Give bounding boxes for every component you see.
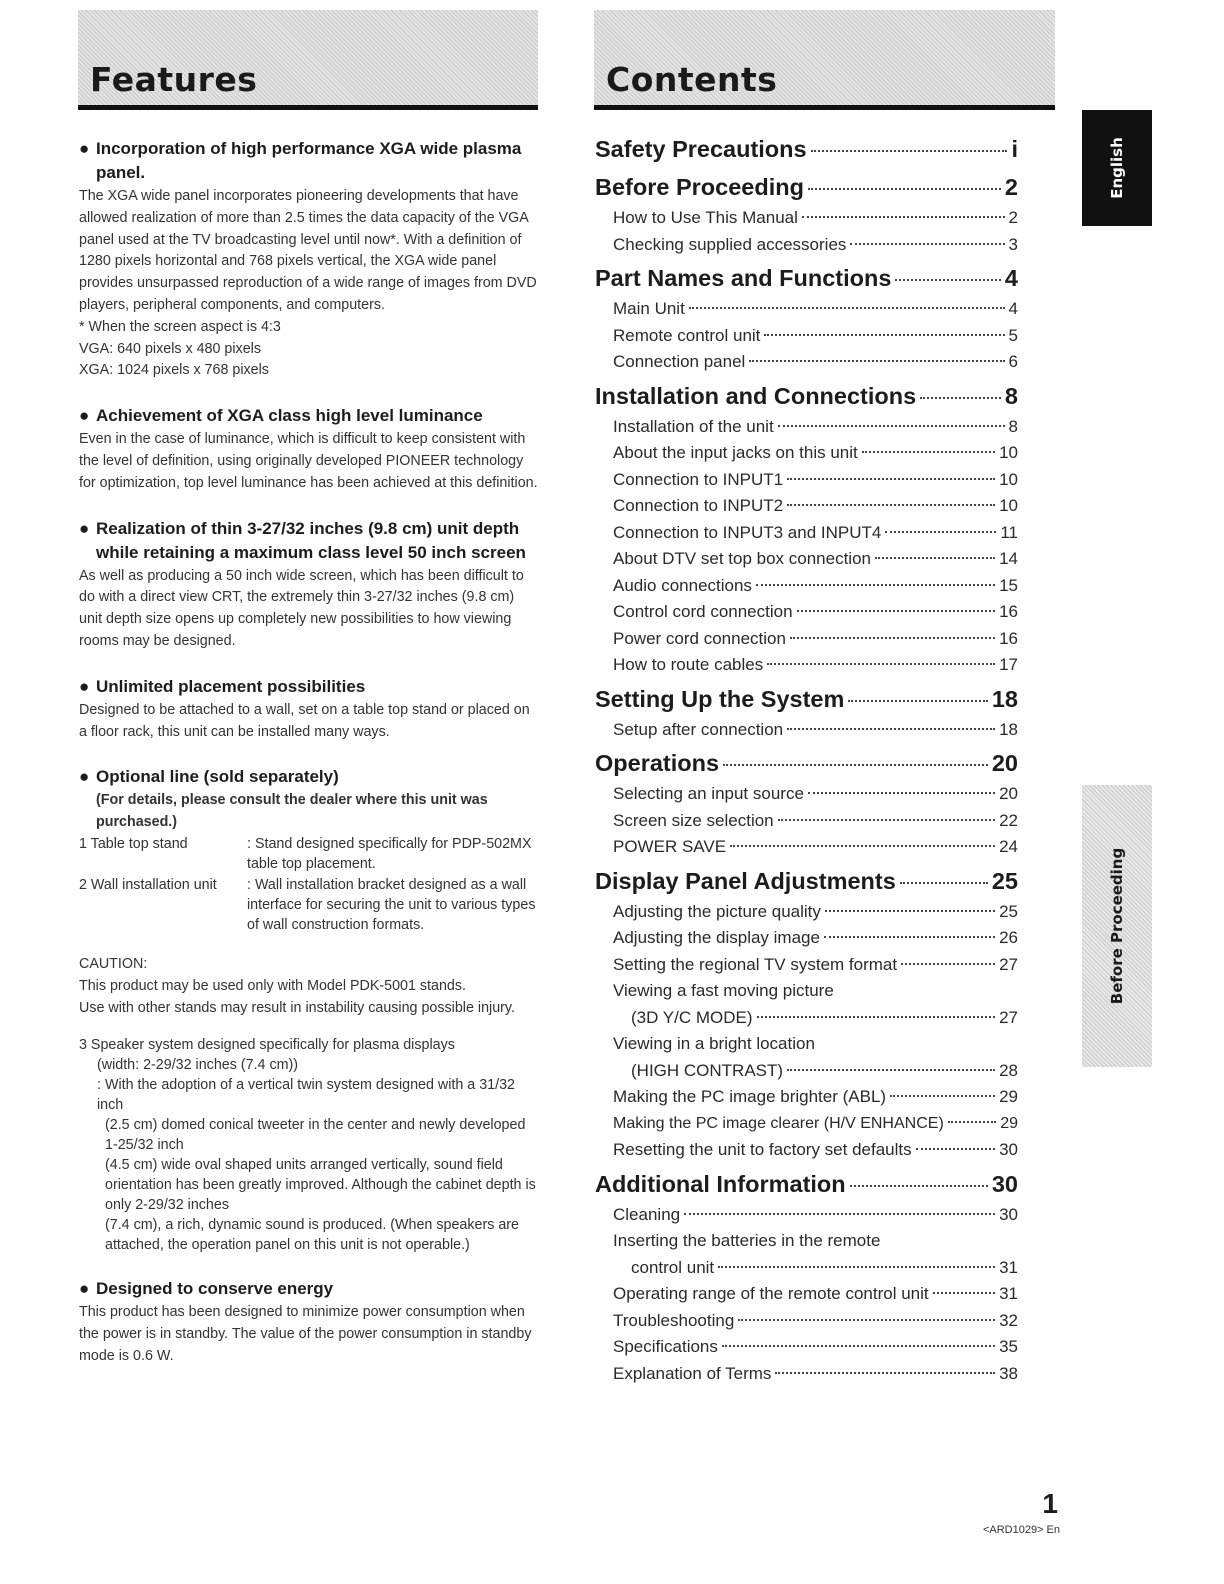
toc-entry[interactable]: Adjusting the display image 26 xyxy=(613,928,1018,947)
toc-entry[interactable]: Setup after connection 18 xyxy=(613,719,1018,739)
toc-section-title[interactable]: Operations 20 xyxy=(595,750,1018,776)
toc-section-title[interactable]: Before Proceeding 2 xyxy=(595,174,1018,200)
toc-entry[interactable]: Audio connections 15 xyxy=(613,575,1018,595)
toc-section-title[interactable]: Setting Up the System 18 xyxy=(595,685,1018,712)
toc-entry[interactable]: Specifications 35 xyxy=(613,1337,1018,1356)
bullet-icon: ● xyxy=(79,406,90,426)
doc-code: <ARD1029> En xyxy=(982,1524,1060,1536)
toc-entry[interactable]: About DTV set top box connection 14 xyxy=(613,549,1018,568)
bullet-icon: ● xyxy=(79,139,90,158)
caution-line: Use with other stands may result in instability causing possible injury. xyxy=(79,999,515,1016)
bullet-icon: ● xyxy=(79,518,90,538)
feature-body: As well as producing a 50 inch wide screen, which has been difficult to do with a direct view CRT, the extremely thin 3-27/32 inches (9.8 cm) unit depth size opens up completely new possibilities to how viewing rooms may be designed. xyxy=(79,567,524,649)
feature-heading: Realization of thin 3-27/32 inches (9.8 cm) unit depth while retaining a maximum class level 50 inch screen xyxy=(96,518,526,562)
toc-section xyxy=(595,378,1018,679)
contents-banner xyxy=(594,10,1055,110)
toc-section-title[interactable]: Display Panel Adjustments 25 xyxy=(595,867,1018,894)
toc-entry[interactable]: About the input jacks on this unit 10 xyxy=(613,443,1018,462)
toc-section xyxy=(595,169,1018,258)
toc-entry[interactable]: How to Use This Manual 2 xyxy=(613,208,1018,227)
toc-entry[interactable]: Troubleshooting 32 xyxy=(613,1310,1018,1330)
feature-note: VGA: 640 pixels x 480 pixels xyxy=(79,340,261,357)
feature-body: Designed to be attached to a wall, set on a table top stand or placed on a floor rack, this unit can be installed many ways. xyxy=(79,701,530,740)
toc-section-title[interactable]: Safety Precautions i xyxy=(595,136,1018,162)
toc-section xyxy=(595,131,1018,167)
toc-entry[interactable]: POWER SAVE 24 xyxy=(613,837,1018,856)
tab-before-proceeding[interactable]: Before Proceeding xyxy=(1082,785,1152,1067)
toc-entry[interactable]: Making the PC image clearer (H/V ENHANCE) 29 xyxy=(613,1114,1018,1132)
toc-entry[interactable]: Checking supplied accessories 3 xyxy=(613,234,1018,254)
toc-section xyxy=(595,260,1018,376)
feature-luminance xyxy=(79,404,541,494)
contents-column xyxy=(595,131,1018,1389)
toc-entry[interactable]: Connection to INPUT2 10 xyxy=(613,496,1018,515)
toc-section xyxy=(595,681,1018,744)
toc-entry[interactable]: Setting the regional TV system format 27 xyxy=(613,954,1018,974)
features-title: Features xyxy=(90,60,258,99)
bullet-icon: ● xyxy=(79,676,90,696)
features-banner xyxy=(78,10,538,110)
feature-note: XGA: 1024 pixels x 768 pixels xyxy=(79,362,269,379)
toc-entry[interactable]: Connection to INPUT3 and INPUT4 11 xyxy=(613,522,1018,542)
feature-subnote: (For details, please consult the dealer where this unit was purchased.) xyxy=(96,792,488,831)
toc-entry[interactable]: Power cord connection 16 xyxy=(613,628,1018,648)
features-column xyxy=(79,137,541,1383)
feature-body: This product has been designed to minimize power consumption when the power is in standby. The value of the power consumption in standby mode is 0.6 W. xyxy=(79,1303,532,1364)
feature-xga-panel xyxy=(79,137,541,382)
toc-entry[interactable]: Viewing in a bright location (HIGH CONTRAST) 28 xyxy=(613,1034,1018,1080)
toc-entry[interactable]: Main Unit 4 xyxy=(613,299,1018,318)
caution-title: CAUTION: xyxy=(79,955,148,972)
toc-entry[interactable]: Cleaning 30 xyxy=(613,1204,1018,1224)
toc-entry[interactable]: Connection to INPUT1 10 xyxy=(613,469,1018,489)
feature-thin-depth xyxy=(79,517,541,653)
feature-heading: Incorporation of high performance XGA wide plasma panel. xyxy=(96,139,522,182)
contents-title: Contents xyxy=(606,60,778,99)
toc-entry[interactable]: Explanation of Terms 38 xyxy=(613,1363,1018,1383)
toc-section-title[interactable]: Additional Information 30 xyxy=(595,1170,1018,1197)
feature-heading: Optional line (sold separately) xyxy=(96,767,339,787)
toc-entry[interactable]: Control cord connection 16 xyxy=(613,602,1018,621)
caution-block xyxy=(79,953,541,1019)
feature-heading: Designed to conserve energy xyxy=(96,1278,334,1298)
option-item: 1 Table top stand : Stand designed specifically for PDP-502MX table top placement. xyxy=(79,835,532,872)
toc-entry[interactable]: How to route cables 17 xyxy=(613,655,1018,674)
toc-section xyxy=(595,863,1018,1164)
toc-entry[interactable]: Remote control unit 5 xyxy=(613,325,1018,345)
feature-placement xyxy=(79,675,541,744)
toc-entry[interactable]: Resetting the unit to factory set defaults 30 xyxy=(613,1140,1018,1159)
toc-entry[interactable]: Adjusting the picture quality 25 xyxy=(613,901,1018,921)
toc-section xyxy=(595,745,1018,861)
toc-section-title[interactable]: Installation and Connections 8 xyxy=(595,382,1018,409)
toc-section xyxy=(595,1166,1018,1388)
toc-entry[interactable]: Installation of the unit 8 xyxy=(613,416,1018,436)
toc-entry[interactable]: Making the PC image brighter (ABL) 29 xyxy=(613,1087,1018,1106)
option-item: 2 Wall installation unit : Wall installation bracket designed as a wall interface for securing the unit to various types of wall construction formats. xyxy=(79,876,536,933)
feature-heading: Unlimited placement possibilities xyxy=(96,676,366,696)
feature-body: Even in the case of luminance, which is difficult to keep consistent with the level of definition, using originally developed PIONEER technology for optimization, top level luminance has been achieved at this definition. xyxy=(79,431,538,491)
toc-entry[interactable]: Connection panel 6 xyxy=(613,352,1018,371)
toc-entry[interactable]: Inserting the batteries in the remote control unit 31 xyxy=(613,1231,1018,1277)
speaker-option: 3 Speaker system designed specifically for plasma displays (width: 2-29/32 inches (7.4 cm)) : With the adoption of a vertical twin system designed with a 31/32 inch (2.5 cm) domed conical tweeter in the center and newly developed 1-25/32 inch (4.5 cm) wide oval shaped units arranged vertically, sound field orientation has been greatly improved. Although the cabinet depth is only 2-29/32 inches (7.4 cm), a rich, dynamic sound is produced. (When speakers are attached, the operation panel on this unit is not operable.) xyxy=(79,1036,536,1253)
feature-note: * When the screen aspect is 4:3 xyxy=(79,318,281,335)
toc-section-title[interactable]: Part Names and Functions 4 xyxy=(595,265,1018,291)
feature-energy xyxy=(79,1277,541,1367)
tab-english[interactable]: English xyxy=(1082,110,1152,226)
bullet-icon: ● xyxy=(79,767,90,787)
bullet-icon: ● xyxy=(79,1278,90,1298)
page-number: 1 xyxy=(1042,1488,1058,1519)
feature-heading: Achievement of XGA class high level luminance xyxy=(96,406,483,426)
toc-entry[interactable]: Selecting an input source 20 xyxy=(613,784,1018,803)
feature-optional-line xyxy=(79,765,541,1255)
toc-entry[interactable]: Viewing a fast moving picture (3D Y/C MODE) 27 xyxy=(613,981,1018,1027)
toc-entry[interactable]: Operating range of the remote control unit 31 xyxy=(613,1284,1018,1303)
caution-line: This product may be used only with Model PDK-5001 stands. xyxy=(79,977,467,994)
toc-entry[interactable]: Screen size selection 22 xyxy=(613,810,1018,830)
feature-body: The XGA wide panel incorporates pioneering developments that have allowed realization of more than 2.5 times the data capacity of the VGA panel used at the TV broadcasting level until now*. With a definition of 1280 pixels horizontal and 768 pixels vertical, the XGA wide panel provides unsurpassed reproduction of a wide range of images from DVD players, peripheral components, and computers. xyxy=(79,188,537,313)
